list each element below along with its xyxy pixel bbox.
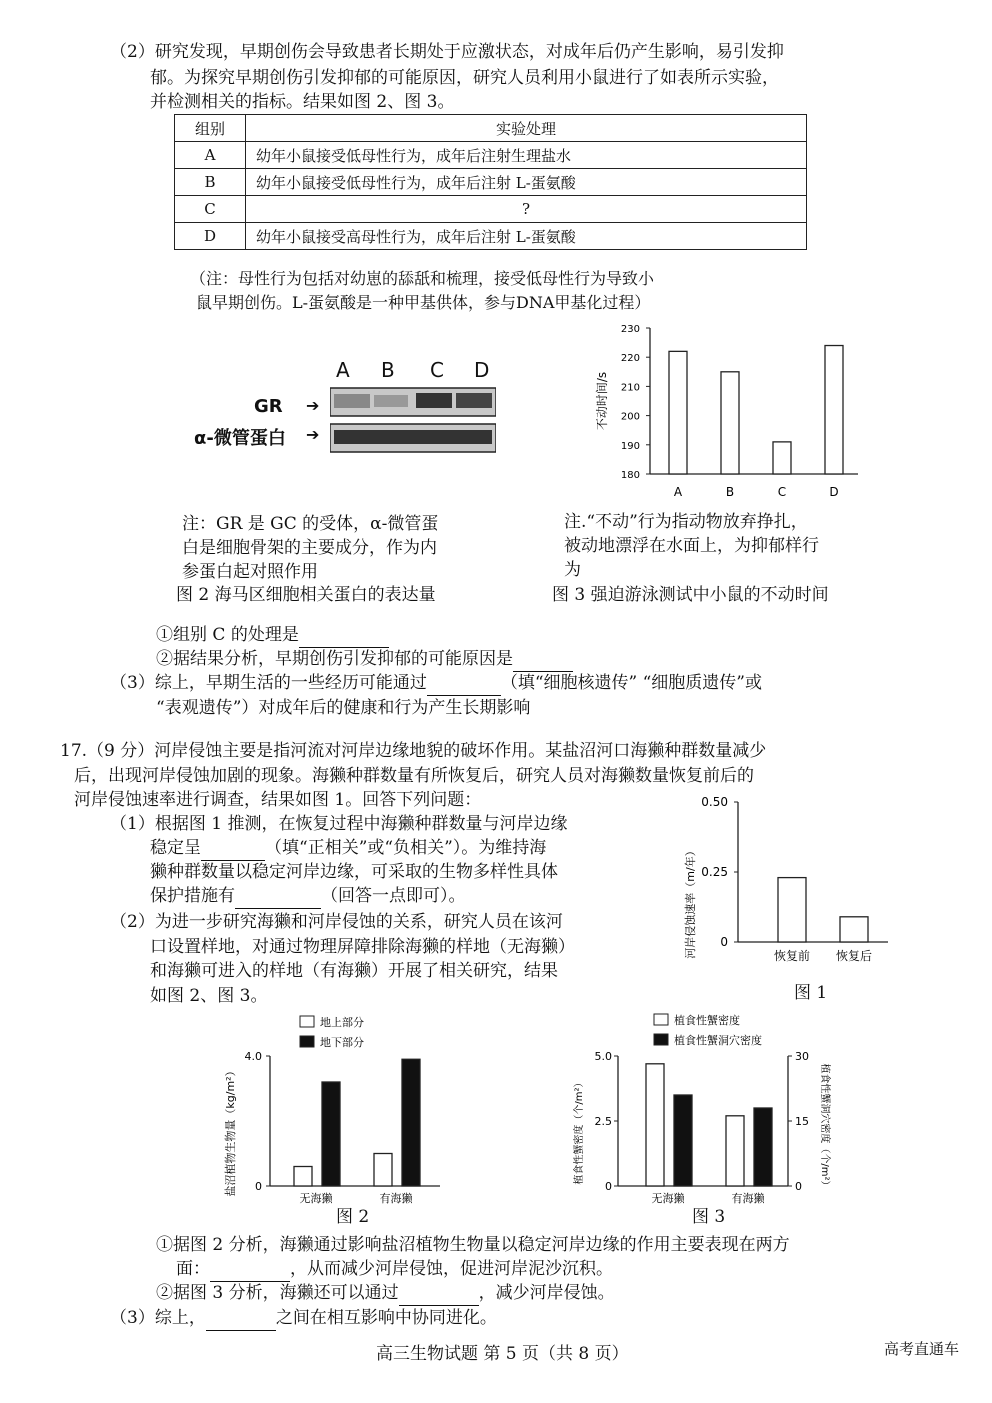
q16-sub1-text: ①组别 C 的处理是 (156, 625, 299, 645)
q16-p3-text-a: （3）综上，早期生活的一些经历可能通过 (110, 673, 427, 693)
lane-label: A (336, 358, 350, 382)
q16-p3-text-b: （填“细胞核遗传” “细胞质遗传”或 (500, 673, 762, 693)
answer-blank[interactable] (399, 1287, 479, 1306)
table-header-treatment: 实验处理 (246, 115, 807, 142)
bar (726, 1116, 744, 1186)
table-row (175, 223, 807, 250)
q16-sub2-text: ②据结果分析，早期创伤引发抑郁的可能原因是 (156, 649, 513, 669)
x-tick-label: A (673, 485, 683, 499)
q17-sub1-b (176, 1257, 613, 1282)
bar (773, 442, 791, 474)
q17-p1-d-text1: 保护措施有 (150, 886, 235, 906)
q17-p2-line2: 口设置样地，对通过物理屏障排除海獭的样地（无海獭） (150, 937, 575, 957)
q17-p1-d (150, 884, 466, 909)
q16-p3-line1 (110, 671, 762, 696)
y-tick-label: 30 (795, 1050, 809, 1063)
answer-blank[interactable] (427, 677, 501, 696)
y-tick-label: 200 (620, 411, 640, 423)
table-cell-treatment: 幼年小鼠接受低母性行为，成年后注射 L-蛋氨酸 (246, 169, 807, 196)
table-header-group: 组别 (175, 115, 246, 142)
y-tick-label: 210 (620, 382, 640, 394)
lane-label: D (474, 358, 490, 382)
bar (778, 878, 806, 942)
q16-sub1 (156, 623, 389, 648)
table-cell-group: C (175, 196, 246, 223)
legend-label: 地下部分 (320, 1036, 364, 1049)
page-footer: 高三生物试题 第 5 页（共 8 页） (376, 1344, 629, 1364)
fig2-note-line1: 注：GR 是 GC 的受体，α-微管蛋 (182, 514, 439, 534)
lane-label: C (430, 358, 444, 382)
fig2-note-line3: 参蛋白起对照作用 (182, 562, 318, 582)
y-tick-label: 0 (795, 1180, 802, 1193)
x-tick-label: 无海獭 (299, 1192, 333, 1205)
q17-p1-b-text1: 稳定呈 (150, 838, 201, 858)
x-tick-label: 恢复后 (835, 949, 873, 963)
x-tick-label: 恢复前 (773, 949, 811, 963)
q17-sub1-b-text2: ，从而减少河岸侵蚀，促进河岸泥沙沉积。 (290, 1259, 613, 1279)
q17-p1-b (150, 836, 546, 861)
y-tick-label: 220 (620, 353, 640, 365)
band-label-tubulin: α-微管蛋白 (194, 428, 286, 449)
legend-swatch (654, 1034, 668, 1045)
fig3-note-line3: 为 (564, 560, 581, 580)
y-tick-label: 0.50 (701, 795, 728, 809)
legend-label: 植食性蟹洞穴密度 (674, 1034, 762, 1047)
fig2-caption: 图 2 海马区细胞相关蛋白的表达量 (176, 585, 436, 605)
q17-p1-a: （1）根据图 1 推测，在恢复过程中海獭种群数量与河岸边缘 (110, 814, 568, 834)
table-cell-treatment: 幼年小鼠接受低母性行为，成年后注射生理盐水 (246, 142, 807, 169)
q17-sub1-b-text1: 面： (176, 1259, 210, 1279)
y-tick-label: 0 (255, 1180, 262, 1193)
y-tick-label: 15 (795, 1115, 809, 1128)
table-cell-treatment: 幼年小鼠接受高母性行为，成年后注射 L-蛋氨酸 (246, 223, 807, 250)
q17-p2-line3: 和海獭可进入的样地（有海獭）开展了相关研究，结果 (150, 961, 558, 981)
q17-intro-line3: 河岸侵蚀速率进行调查，结果如图 1。回答下列问题： (74, 790, 482, 810)
x-tick-label: 无海獭 (651, 1192, 685, 1205)
y-tick-label: 0 (605, 1180, 612, 1193)
experiment-table (174, 114, 807, 250)
q16-p2-line1: （2）研究发现，早期创伤会导致患者长期处于应激状态，对成年后仍产生影响，易引发抑 (110, 42, 784, 62)
table-cell-group: D (175, 223, 246, 250)
y-tick-label: 5.0 (594, 1050, 612, 1063)
y-tick-label: 4.0 (244, 1050, 262, 1063)
q16-fig3-chart (580, 318, 870, 510)
watermark: 高考直通车 (884, 1340, 960, 1358)
bar (840, 917, 868, 942)
q16-p3-line2: “表观遗传”）对成年后的健康和行为产生长期影响 (156, 698, 531, 718)
bar (674, 1095, 692, 1186)
q16-sub2 (156, 647, 573, 672)
q17-p3-text2: 之间在相互影响中协同进化。 (275, 1308, 497, 1328)
q17-sub2 (156, 1281, 615, 1306)
answer-blank[interactable] (210, 1263, 290, 1282)
bar (294, 1167, 312, 1187)
fig3-note-line1: 注.“不动”行为指动物放弃挣扎， (564, 512, 808, 532)
fig2-note-line2: 白是细胞骨架的主要成分，作为内 (182, 538, 437, 558)
y-axis-label: 不动时间/s (595, 371, 609, 431)
bar (402, 1059, 420, 1186)
q16-p2-line3: 并检测相关的指标。结果如图 2、图 3。 (150, 92, 455, 112)
table-row (175, 169, 807, 196)
bar (322, 1082, 340, 1186)
q17-p1-d-text2: （回答一点即可）。 (321, 886, 466, 906)
q17-p2-line1: （2）为进一步研究海獭和河岸侵蚀的关系，研究人员在该河 (110, 912, 563, 932)
legend-swatch (654, 1014, 668, 1025)
table-cell-group: B (175, 169, 246, 196)
q17-intro-line1: 17.（9 分）河岸侵蚀主要是指河流对河岸边缘地貌的破坏作用。某盐沼河口海獭种群数量减少 (60, 741, 767, 761)
y-tick-label: 180 (620, 470, 640, 481)
arrow-icon: ➔ (306, 396, 320, 415)
table-cell-treatment: ? (246, 196, 807, 223)
western-blot-image (330, 386, 496, 454)
bar (669, 351, 687, 474)
q16-p2-line2: 郁。为探究早期创伤引发抑郁的可能原因，研究人员利用小鼠进行了如表所示实验， (150, 68, 779, 88)
q17-sub1-a: ①据图 2 分析，海獭通过影响盐沼植物生物量以稳定河岸边缘的作用主要表现在两方 (156, 1235, 790, 1255)
answer-blank[interactable] (513, 653, 573, 672)
y-axis-label: 河岸侵蚀速率（m/年） (684, 845, 697, 959)
q17-intro-line2: 后，出现河岸侵蚀加剧的现象。海獭种群数量有所恢复后，研究人员对海獭数量恢复前后的 (74, 766, 754, 786)
bar (374, 1154, 392, 1187)
fig3-note-line2: 被动地漂浮在水面上，为抑郁样行 (564, 536, 819, 556)
fig3-caption: 图 3 强迫游泳测试中小鼠的不动时间 (552, 585, 829, 605)
arrow-icon: ➔ (306, 425, 320, 444)
q17-sub2-text1: ②据图 3 分析，海獭还可以通过 (156, 1283, 399, 1303)
y-axis-label-left: 植食性蟹密度（个/m²） (574, 1077, 585, 1185)
answer-blank[interactable] (235, 890, 321, 909)
q17-fig2-chart (218, 1010, 450, 1212)
table-cell-group: A (175, 142, 246, 169)
y-tick-label: 0.25 (701, 865, 728, 879)
lane-label: B (381, 358, 395, 382)
y-axis-label-right: 植食性蟹洞穴密度（个/m²） (819, 1063, 830, 1191)
y-tick-label: 190 (620, 440, 640, 452)
x-tick-label: 有海獭 (731, 1192, 765, 1205)
answer-blank[interactable] (201, 842, 265, 861)
q17-fig1-caption: 图 1 (794, 983, 828, 1003)
y-axis-label: 盐沼植物生物量（kg/m²） (224, 1065, 237, 1197)
answer-blank[interactable] (206, 1312, 276, 1331)
answer-blank[interactable] (299, 629, 389, 648)
legend-label: 地上部分 (320, 1016, 364, 1029)
x-tick-label: C (777, 485, 787, 499)
q17-p3-text1: （3）综上， (110, 1308, 206, 1328)
bar (754, 1108, 772, 1186)
legend-swatch (300, 1016, 314, 1027)
table-note-line1: （注：母性行为包括对幼崽的舔舐和梳理，接受低母性行为导致小 (190, 269, 655, 288)
y-tick-label: 0 (720, 935, 728, 949)
table-header-row (175, 115, 807, 142)
q17-fig2-caption: 图 2 (336, 1207, 370, 1227)
band-label-gr: GR (254, 396, 283, 417)
q17-p1-c: 獭种群数量以稳定河岸边缘，可采取的生物多样性具体 (150, 862, 558, 882)
q17-fig1-chart (676, 790, 896, 966)
q17-p3 (110, 1306, 497, 1331)
table-note-line2: 鼠早期创伤。L-蛋氨酸是一种甲基供体，参与DNA甲基化过程） (196, 293, 651, 312)
x-tick-label: 有海獭 (379, 1192, 413, 1205)
legend-label: 植食性蟹密度 (674, 1014, 740, 1027)
bar (825, 346, 843, 474)
q17-p2-line4: 如图 2、图 3。 (150, 986, 268, 1006)
x-tick-label: B (725, 485, 735, 499)
x-tick-label: D (829, 485, 839, 499)
q17-fig3-chart (570, 1008, 832, 1212)
y-tick-label: 230 (620, 324, 640, 335)
q17-fig3-caption: 图 3 (692, 1207, 726, 1227)
y-tick-label: 2.5 (594, 1115, 612, 1128)
legend-swatch (300, 1036, 314, 1047)
q17-sub2-text2: ，减少河岸侵蚀。 (478, 1283, 615, 1303)
bar (646, 1064, 664, 1186)
bar (721, 372, 739, 474)
table-row (175, 142, 807, 169)
table-row (175, 196, 807, 223)
q17-p1-b-text2: （填“正相关”或“负相关”）。为维持海 (265, 838, 547, 858)
